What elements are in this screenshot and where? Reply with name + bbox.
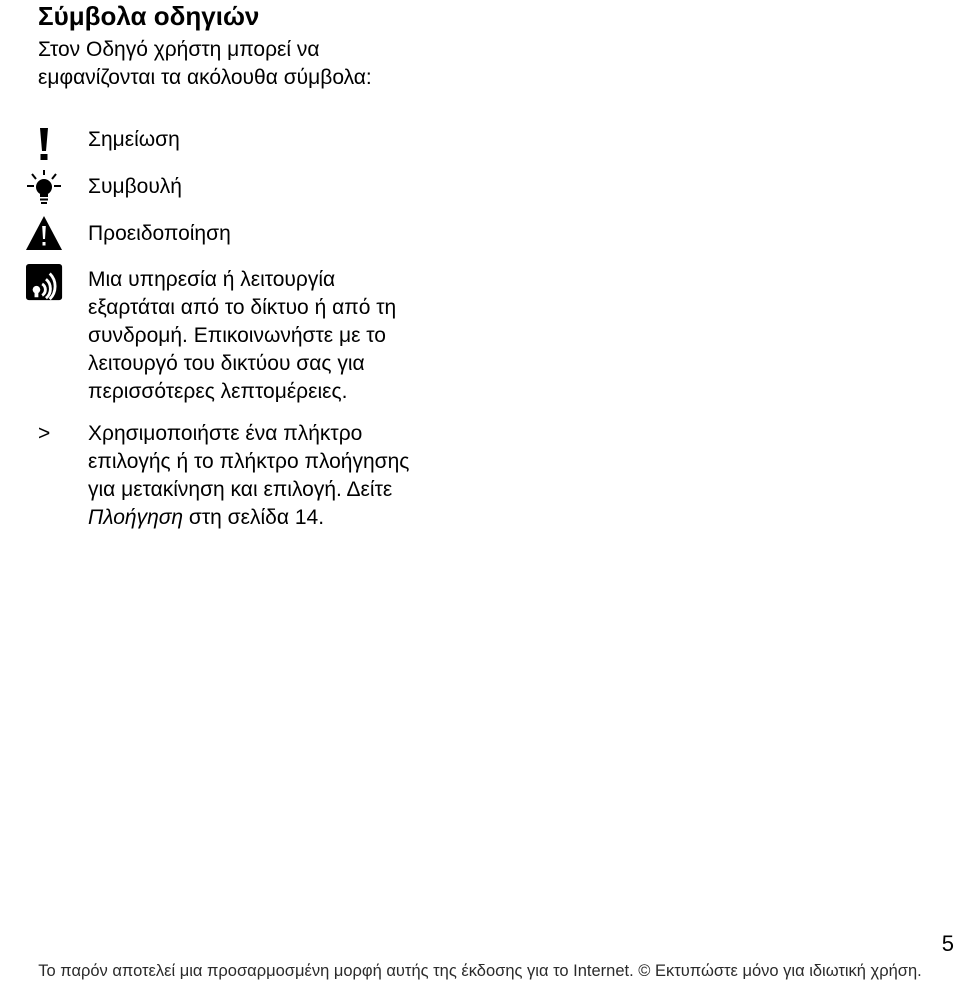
description-line: εξαρτάται από το δίκτυο ή από τη <box>88 296 397 319</box>
step-instruction <box>88 420 409 532</box>
lightbulb-tip-icon <box>26 168 66 208</box>
step-line-4 <box>88 504 409 532</box>
warning-triangle-icon <box>26 214 66 254</box>
description-line: Μια υπηρεσία ή λειτουργία <box>88 268 336 291</box>
navigation-reference-link[interactable]: Πλοήγηση <box>88 506 184 529</box>
symbol-description-network-service <box>88 266 396 406</box>
description-line: λειτουργό του δικτύου σας για <box>88 352 365 375</box>
step-line-2: επιλογής ή το πλήκτρο πλοήγησης <box>88 450 410 473</box>
intro-line-2: εμφανίζονται τα ακόλουθα σύμβολα: <box>38 66 372 89</box>
symbol-label-note: Σημείωση <box>88 128 180 151</box>
footer-notice: Το παρόν αποτελεί μια προσαρμοσμένη μορφή αυτής της έκδοσης για το Internet. © Εκτυπώστε μόνο για ιδιωτική χρήση. <box>38 962 922 980</box>
symbol-label-warning: Προειδοποίηση <box>88 222 231 245</box>
intro-text <box>38 36 372 92</box>
symbol-label-tip: Συμβουλή <box>88 175 182 198</box>
step-line-3: για μετακίνηση και επιλογή. Δείτε <box>88 478 393 501</box>
page-title: Σύμβολα οδηγιών <box>38 1 260 31</box>
description-line: περισσότερες λεπτομέρειες. <box>88 380 348 403</box>
step-arrow-glyph: > <box>38 422 51 445</box>
step-line-1: Χρησιμοποιήστε ένα πλήκτρο <box>88 422 363 445</box>
page-number: 5 <box>941 931 954 956</box>
network-service-icon <box>26 264 64 302</box>
intro-line-1: Στον Οδηγό χρήστη μπορεί να <box>38 38 320 61</box>
page-reference-text: στη σελίδα 14. <box>183 506 325 529</box>
exclamation-icon <box>26 124 66 164</box>
description-line: συνδρομή. Επικοινωνήστε με το <box>88 324 386 347</box>
